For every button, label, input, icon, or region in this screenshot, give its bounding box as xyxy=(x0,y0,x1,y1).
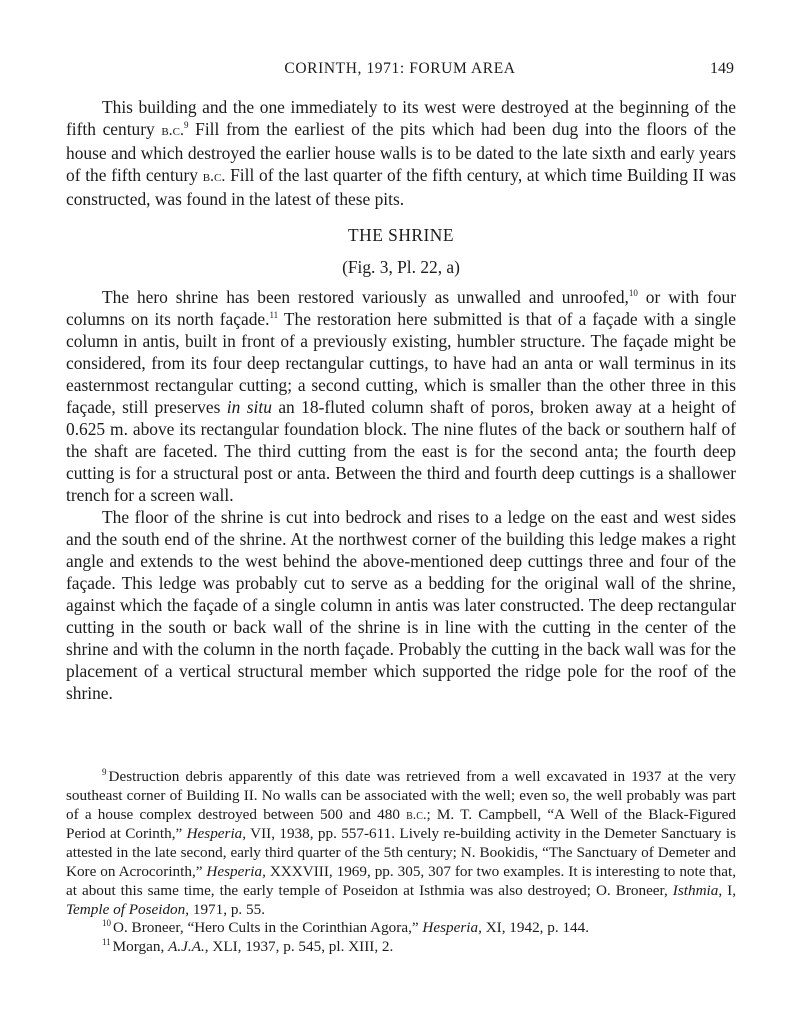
fn9-text-2: ; M. T. Campbell, “A Well of the Black-Figured Period at Corinth,” xyxy=(66,805,736,843)
para1-text-3: The restoration here submitted is that of a façade with a single column in antis, built in front of a previously existing, humbler structure. The façade might be considered, from its four deep rectangular cuttings, to have had an anta or wall terminus in its easternmost rectangular cutting; a second cutting, which is smaller than the other three in this façade, still preserves xyxy=(66,309,736,417)
shrine-paragraph-1 xyxy=(66,286,736,506)
fn9-hesperia-2: Hesperia, xyxy=(206,862,266,880)
fn10-text-2: XI, 1942, p. 144. xyxy=(481,919,590,937)
footnote-ref-10: 10 xyxy=(628,288,638,299)
page-header xyxy=(66,60,734,82)
intro-paragraph xyxy=(66,96,736,210)
fn11-text-1: Morgan, xyxy=(112,938,169,956)
section-subtitle: (Fig. 3, Pl. 22, a) xyxy=(342,257,460,277)
fn9-isthmia: Isthmia, xyxy=(672,881,723,899)
fn10-text-1: O. Broneer, “Hero Cults in the Corinthian Agora,” xyxy=(113,919,423,937)
body-text xyxy=(66,96,736,704)
fn10-hesperia: Hesperia, xyxy=(422,919,482,937)
para1-text-4: an 18-fluted column shaft of poros, broken away at a height of 0.625 m. above its rectangular foundation block. The nine flutes of the back or southern half of the shaft are faceted. The third cutting from the east is for the second anta; the fourth deep cutting is for a structural post or anta. Between the third and fourth deep cuttings is a shallower trench for a screen wall. xyxy=(66,397,736,505)
fn9-bc: b.c. xyxy=(406,807,427,823)
footnote-ref-11: 11 xyxy=(269,310,279,321)
footnote-mark-11: 11 xyxy=(102,937,111,948)
running-head: CORINTH, 1971: FORUM AREA xyxy=(284,60,516,77)
footnote-mark-10: 10 xyxy=(102,918,111,929)
in-situ-italic: in situ xyxy=(226,397,272,417)
footnote-10 xyxy=(66,919,736,938)
intro-text-2: Fill from the earliest of the pits which had been dug into the floors of the house and which destroyed the earlier house walls is to be dated to the late sixth and early years of the fifth century xyxy=(66,119,736,185)
fn11-text-2: XLI, 1937, p. 545, pl. XIII, 2. xyxy=(208,938,394,956)
footnote-9 xyxy=(66,768,736,919)
section-title: THE SHRINE xyxy=(348,225,454,245)
intro-text-1: This building and the one immediately to its west were destroyed at the beginning of the fifth century xyxy=(66,97,736,139)
intro-text-3: Fill of the last quarter of the fifth century, at which time Building II was constructed, was found in the latest of these pits. xyxy=(66,165,736,209)
fn9-text-5: I, xyxy=(722,881,737,899)
page-number: 149 xyxy=(710,60,734,77)
fn9-text-6: 1971, p. 55. xyxy=(189,900,265,918)
intro-bc-1: b.c. xyxy=(161,122,185,139)
fn9-hesperia-1: Hesperia, xyxy=(186,825,247,843)
footnote-mark-9: 9 xyxy=(102,766,107,777)
fn9-text-4: XXXVIII, 1969, pp. 305, 307 for two examples. It is interesting to note that, at about this same time, the early temple of Poseidon at Isthmia was also destroyed; O. Broneer, xyxy=(66,862,736,899)
fn9-text-1: Destruction debris apparently of this date was retrieved from a well excavated in 1937 at the very southeast corner of Building II. No walls can be associated with the well; even so, the well probably was part of a house complex destroyed between 500 and 480 xyxy=(66,768,736,823)
intro-bc-2: b.c. xyxy=(202,168,226,185)
footnotes xyxy=(66,768,736,957)
footnote-ref-9: 9 xyxy=(184,120,189,131)
footnote-11 xyxy=(66,938,736,957)
fn9-temple: Temple of Poseidon, xyxy=(66,900,190,918)
fn9-text-3: VII, 1938, pp. 557-611. Lively re-building activity in the Demeter Sanctuary is attested in the late second, early third quarter of the 5th century; N. Bookidis, “The Sanctuary of Demeter and Kore on Acrocorinth,” xyxy=(66,825,736,880)
para1-text-2: or with four columns on its north façade. xyxy=(66,287,736,329)
para1-text-1: The hero shrine has been restored variously as unwalled and unroofed, xyxy=(102,287,629,307)
shrine-paragraph-2: The floor of the shrine is cut into bedrock and rises to a ledge on the east and west sides and the south end of the shrine. At the northwest corner of the building this ledge makes a right angle and extends to the west behind the above-mentioned deep cuttings three and four of the façade. This ledge was probably cut to serve as a bedding for the original wall of the shrine, against which the façade of a single column in antis was later constructed. The deep rectangular cutting in the south or back wall of the shrine is in line with the cutting in the center of the shrine and with the column in the north façade. Probably the cutting in the back wall was for the placement of a vertical structural member which supported the ridge pole for the roof of the shrine. xyxy=(66,507,736,703)
fn11-aja: A.J.A., xyxy=(168,938,209,956)
